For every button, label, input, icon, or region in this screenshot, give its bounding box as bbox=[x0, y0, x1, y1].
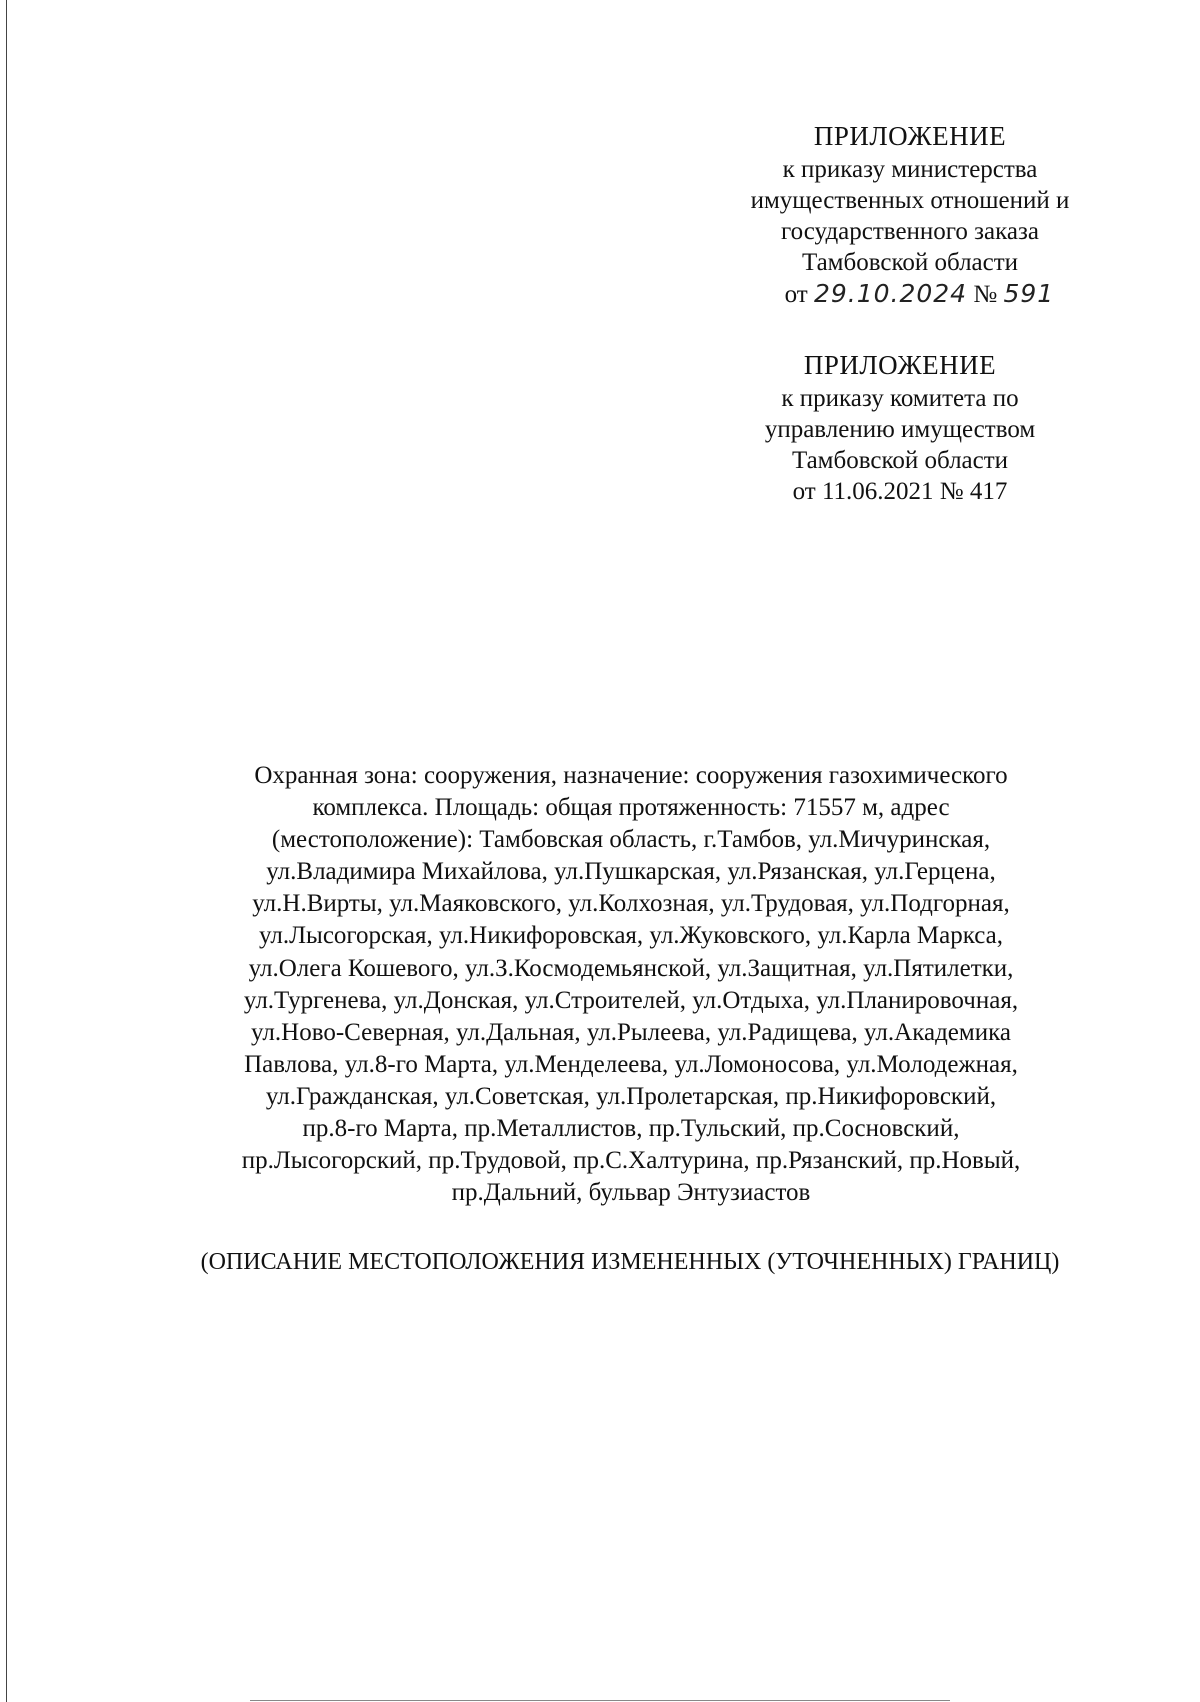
appendix-line: Тамбовской области bbox=[791, 447, 1009, 474]
description-line: ул.Владимира Михайлова, ул.Пушкарская, ул.Рязанская, ул.Герцена, bbox=[266, 858, 996, 886]
description-line: Охранная зона: сооружения, назначение: сооружения газохимического bbox=[254, 762, 1008, 789]
description-line: ул.Ново-Северная, ул.Дальная, ул.Рылеева, ул.Радищева, ул.Академика bbox=[251, 1018, 1011, 1046]
number-sign: № bbox=[973, 281, 998, 308]
appendix-line: к приказу комитета по bbox=[781, 385, 1019, 412]
appendix-current-order bbox=[715, 118, 1105, 310]
appendix-line: к приказу министерства bbox=[782, 156, 1038, 183]
protection-zone-description bbox=[178, 760, 1084, 1209]
description-line: Павлова, ул.8-го Марта, ул.Менделеева, ул.Ломоносова, ул.Молодежная, bbox=[244, 1050, 1018, 1078]
description-line: ул.Гражданская, ул.Советская, ул.Пролетарская, пр.Никифоровский, bbox=[265, 1082, 997, 1110]
appendix-line: государственного заказа bbox=[781, 218, 1039, 245]
description-line: пр.Дальний, бульвар Энтузиастов bbox=[451, 1179, 811, 1207]
scan-edge-left bbox=[6, 0, 7, 1702]
handwritten-date: 29.10.2024 bbox=[813, 279, 968, 308]
description-line: ул.Тургенева, ул.Донская, ул.Строителей, ул.Отдыха, ул.Планировочная, bbox=[243, 986, 1019, 1014]
description-line: ул.Н.Вирты, ул.Маяковского, ул.Колхозная, ул.Трудовая, ул.Подгорная, bbox=[252, 890, 1010, 918]
appendix-line: Тамбовской области bbox=[801, 249, 1019, 276]
description-line: комплекса. Площадь: общая протяженность: 71557 м, адрес bbox=[312, 794, 950, 822]
appendix-previous-order bbox=[730, 347, 1070, 507]
appendix-line: от 11.06.2021 № 417 bbox=[792, 478, 1008, 505]
description-line: (местоположение): Тамбовская область, г.Тамбов, ул.Мичуринская, bbox=[271, 826, 991, 854]
appendix-line: управлению имуществом bbox=[764, 416, 1036, 443]
description-line: пр.8-го Марта, пр.Металлистов, пр.Тульский, пр.Сосновский, bbox=[302, 1115, 960, 1143]
description-line: ул.Лысогорская, ул.Никифоровская, ул.Жуковского, ул.Карла Маркса, bbox=[258, 922, 1004, 950]
appendix-heading: ПРИЛОЖЕНИЕ bbox=[803, 350, 997, 380]
appendix-line: имущественных отношений и bbox=[750, 187, 1070, 214]
description-line: пр.Лысогорский, пр.Трудовой, пр.С.Халтурина, пр.Рязанский, пр.Новый, bbox=[241, 1147, 1021, 1175]
description-line: ул.Олега Кошевого, ул.З.Космодемьянской, ул.Защитная, ул.Пятилетки, bbox=[248, 954, 1014, 982]
boundaries-caption: (ОПИСАНИЕ МЕСТОПОЛОЖЕНИЯ ИЗМЕНЕННЫХ (УТОЧНЕННЫХ) ГРАНИЦ) bbox=[200, 1249, 1060, 1275]
order-date-line bbox=[715, 278, 1105, 310]
appendix-heading: ПРИЛОЖЕНИЕ bbox=[813, 121, 1007, 151]
date-prefix: от bbox=[784, 281, 808, 308]
scan-edge-bottom bbox=[250, 1700, 950, 1701]
handwritten-number: 591 bbox=[1003, 279, 1055, 308]
